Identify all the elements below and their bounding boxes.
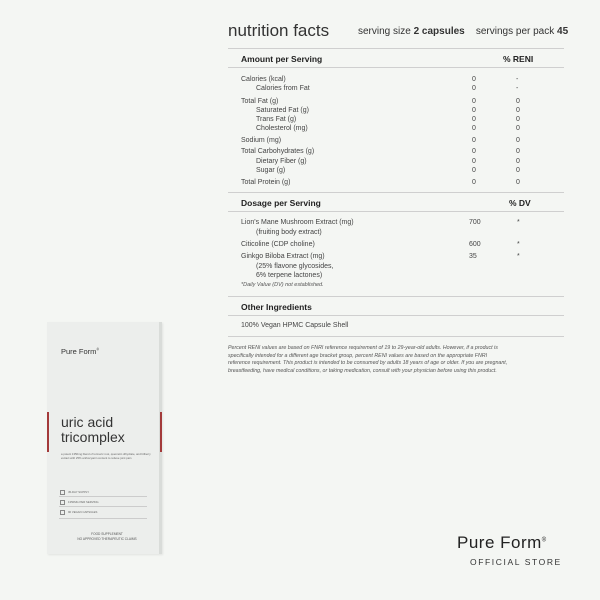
box-brand-name: Pure Form <box>61 347 97 356</box>
product-name <box>61 415 125 445</box>
row-sublabel: 6% terpene lactones) <box>256 272 323 279</box>
product-description: a potent 1350mg blend of turmeric root, quercetin dihydrate, and bilberry extract with 25% anthocyanin content to relieve joint pain <box>61 452 151 460</box>
product-name-line2: tricomplex <box>61 429 125 445</box>
row-label: Calories (kcal) <box>241 76 286 83</box>
row-label: Cholesterol (mg) <box>256 125 308 132</box>
row-label: Total Fat (g) <box>241 98 279 105</box>
row-percent: * <box>517 253 520 260</box>
other-ingredients-text: 100% Vegan HPMC Capsule Shell <box>241 322 349 329</box>
table-row <box>228 322 564 331</box>
row-amount: 0 <box>472 125 476 132</box>
servings-per-pack-label: servings per pack <box>475 26 555 37</box>
row-percent: 0 <box>516 148 520 155</box>
row-percent: 0 <box>516 116 520 123</box>
official-store-label: OFFICIAL STORE <box>470 557 562 567</box>
row-label: Sodium (mg) <box>241 137 282 144</box>
row-amount: 700 <box>469 219 481 226</box>
registered-mark: ® <box>96 347 100 352</box>
row-amount: 0 <box>472 98 476 105</box>
row-amount: 0 <box>472 137 476 144</box>
table-row <box>228 263 564 272</box>
calendar-icon <box>60 490 65 495</box>
table-row <box>228 167 564 176</box>
table-row <box>228 148 564 157</box>
row-amount: 0 <box>472 148 476 155</box>
dv-heading: % DV <box>509 198 531 208</box>
row-percent: 0 <box>516 137 520 144</box>
table-row <box>228 125 564 134</box>
serving-info <box>358 26 568 37</box>
serving-size-label: serving size <box>358 26 411 37</box>
row-percent: * <box>517 241 520 248</box>
box-brand <box>61 347 99 356</box>
row-percent: 0 <box>516 107 520 114</box>
row-percent: 0 <box>516 179 520 186</box>
divider <box>59 518 147 519</box>
serving-size-value: 2 capsules <box>413 26 465 37</box>
table-row <box>228 137 564 146</box>
row-label: Sugar (g) <box>256 167 286 174</box>
table-row <box>228 253 564 262</box>
table-row <box>228 229 564 238</box>
fine-print: Percent RENI values are based on FNRI reference requirement of 19 to 29-year-old adults. However, if a product is specifically intended for a different age bracket group, percent RENI values are based on the appropriate FNRI reference requirement. This product is intended to be consumed by adults 18 years of age or older. If you are pregnant, breastfeeding, have medical conditions, or taking medication, consult with your physician before using this product. <box>228 345 508 374</box>
product-name-line1: uric acid <box>61 414 114 430</box>
table-row <box>228 219 564 228</box>
row-amount: 0 <box>472 76 476 83</box>
row-amount: 35 <box>469 253 477 260</box>
divider <box>228 192 564 193</box>
row-amount: 0 <box>472 179 476 186</box>
feature-item <box>60 500 99 505</box>
row-percent: 0 <box>516 158 520 165</box>
row-label: Lion's Mane Mushroom Extract (mg) <box>241 219 354 226</box>
row-label: Trans Fat (g) <box>256 116 297 123</box>
no-claims-label: NO APPROVED THERAPEUTIC CLAIMS <box>77 536 137 541</box>
row-amount: 0 <box>472 167 476 174</box>
table-row <box>228 272 564 281</box>
registered-mark: ® <box>541 537 547 544</box>
divider <box>228 211 564 212</box>
row-label: Total Carbohydrates (g) <box>241 148 315 155</box>
divider <box>228 296 564 297</box>
feature-item <box>60 490 89 495</box>
row-percent: 0 <box>516 125 520 132</box>
divider <box>228 315 564 316</box>
accent-bar <box>47 412 49 452</box>
table-row <box>228 98 564 107</box>
row-sublabel: (fruiting body extract) <box>256 229 322 236</box>
row-label: Dietary Fiber (g) <box>256 158 307 165</box>
dose-icon <box>60 500 65 505</box>
food-supplement-label: FOOD SUPPLEMENT <box>91 532 123 536</box>
divider <box>228 48 564 49</box>
table-row <box>228 107 564 116</box>
table-row <box>228 116 564 125</box>
brand-logo <box>457 533 547 553</box>
row-percent: 0 <box>516 98 520 105</box>
row-percent: 0 <box>516 167 520 174</box>
row-sublabel: (25% flavone glycosides, <box>256 263 334 270</box>
table-row <box>228 76 564 85</box>
row-label: Ginkgo Biloba Extract (mg) <box>241 253 325 260</box>
reni-heading: % RENI <box>503 54 534 64</box>
divider <box>59 506 147 507</box>
divider <box>59 496 147 497</box>
table-row <box>228 179 564 188</box>
row-label: Total Protein (g) <box>241 179 291 186</box>
row-amount: 0 <box>472 158 476 165</box>
table-row <box>228 241 564 250</box>
dosage-heading: Dosage per Serving <box>241 198 321 208</box>
other-ingredients-heading: Other Ingredients <box>241 302 312 312</box>
capsule-icon <box>60 510 65 515</box>
feature-label: 45-DAY SUPPLY <box>68 490 90 495</box>
row-amount: 600 <box>469 241 481 248</box>
row-amount: 0 <box>472 107 476 114</box>
table-row <box>228 85 564 94</box>
row-percent: - <box>516 85 519 92</box>
row-percent: * <box>517 219 520 226</box>
feature-label: 1350MG PER SERVING <box>68 500 99 505</box>
box-footer <box>61 532 153 541</box>
row-amount: 0 <box>472 85 476 92</box>
row-label: Citicoline (CDP choline) <box>241 241 315 248</box>
dv-note: *Daily Value (DV) not established. <box>241 282 324 288</box>
divider <box>228 336 564 337</box>
divider <box>228 67 564 68</box>
accent-bar <box>160 412 162 452</box>
servings-per-pack-value: 45 <box>557 26 569 37</box>
brand-name: Pure Form <box>457 533 542 552</box>
row-amount: 0 <box>472 116 476 123</box>
feature-item <box>60 510 97 515</box>
amount-heading: Amount per Serving <box>241 54 323 64</box>
nutrition-facts-title: nutrition facts <box>228 21 330 40</box>
feature-label: 90 VEGAN CAPSULES <box>68 510 98 515</box>
row-label: Saturated Fat (g) <box>256 107 309 114</box>
row-percent: - <box>516 76 519 83</box>
product-box <box>47 322 162 554</box>
table-row <box>228 158 564 167</box>
row-label: Calories from Fat <box>256 85 310 92</box>
